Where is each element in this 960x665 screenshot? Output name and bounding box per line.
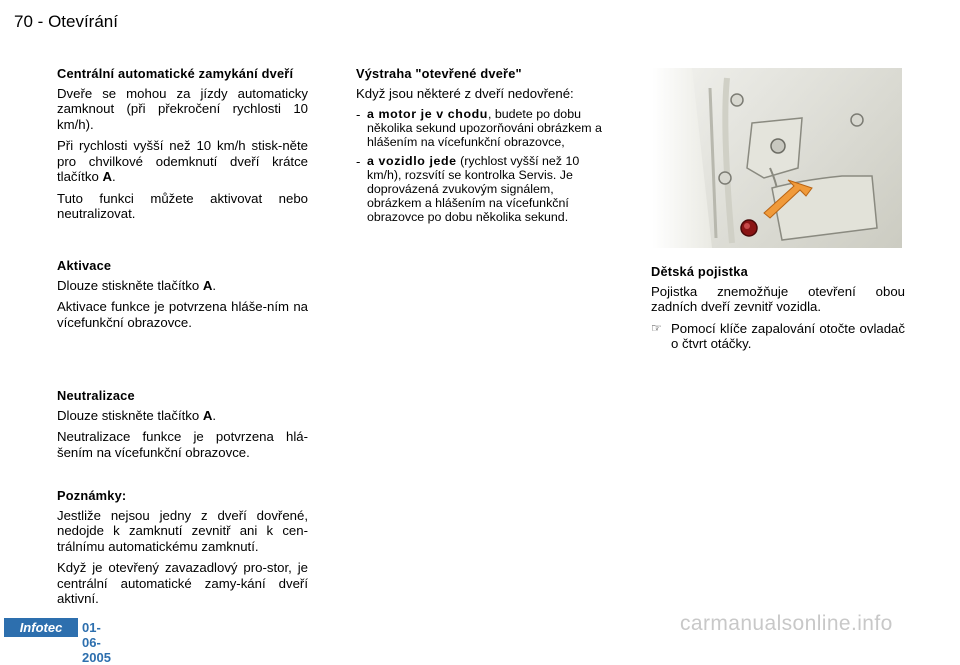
- print-date: 01-06-2005: [82, 620, 111, 665]
- door-warning-item: [356, 107, 606, 149]
- activation-title: Aktivace: [57, 258, 112, 273]
- notes-p1: Jestliže nejsou jedny z dveří dovřené, nedojde k zamknutí zevnitř ani k cen-trálnímu automatickému zamknutí.: [57, 507, 308, 554]
- button-a-ref: A: [102, 169, 112, 184]
- section-notes: [57, 488, 308, 613]
- activation-p1: Dlouze stiskněte tlačítko A.: [57, 277, 217, 293]
- door-warning-item: [356, 154, 606, 224]
- door-warning-intro: Když jsou některé z dveří nedovřené:: [356, 85, 574, 101]
- pointing-hand-icon: ☞: [651, 320, 662, 335]
- button-a-ref: A: [202, 277, 213, 293]
- watermark: carmanualsonline.info: [680, 612, 893, 635]
- item-condition: a vozidlo jede: [367, 154, 457, 168]
- child-lock-p2: Pomocí klíče zapalování otočte ovladač o čtvrt otáčky.: [671, 320, 905, 351]
- neutralization-p2: Neutralizace funkce je potvrzena hlá-šením na vícefunkční obrazovce.: [57, 429, 308, 460]
- dash-bullet: -: [356, 154, 361, 169]
- door-warning-title: Výstraha "otevřené dveře": [356, 66, 522, 81]
- child-lock-illustration: [652, 68, 902, 248]
- activation-p2: Aktivace funkce je potvrzena hláše-ním na vícefunkční obrazovce.: [57, 299, 308, 330]
- central-locking-p1: Dveře se mohou za jízdy automaticky zamknout (při překročení rychlosti 10 km/h).: [57, 85, 308, 132]
- item-text: (rychlost vyšší než 10 km/h), rozsvítí se kontrolka Servis. Je doprovázená zvukovým signálem, obrázkem a hlášením na vícefunkční obrazovce po dobu několika sekund.: [367, 154, 580, 224]
- section-activation: [57, 258, 308, 336]
- section-central-locking: [57, 66, 308, 228]
- child-lock-p1: Pojistka znemožňuje otevření obou zadních dveří zevnitř vozidla.: [651, 283, 905, 314]
- central-locking-p3: Tuto funkci můžete aktivovat nebo neutralizovat.: [57, 190, 308, 221]
- page-header: [14, 12, 118, 32]
- section-neutralization: [57, 388, 308, 466]
- page-number: 70: [14, 12, 33, 31]
- item-condition: a motor je v chodu: [367, 107, 488, 121]
- middle-column: [356, 66, 606, 229]
- dash-bullet: -: [356, 107, 361, 122]
- chapter-title: Otevírání: [48, 12, 118, 31]
- child-lock-instruction: [651, 321, 905, 352]
- central-locking-title: Centrální automatické zamykání dveří: [57, 66, 294, 81]
- door-edge-drawing: [652, 68, 902, 248]
- central-locking-p2: Při rychlosti vyšší než 10 km/h stisk-něte pro chvilkové odemknutí dveří krátce tlačítko A.: [57, 138, 308, 184]
- infotec-logo: Infotec: [4, 618, 78, 637]
- notes-title: Poznámky:: [57, 488, 127, 503]
- neutralization-p1: Dlouze stiskněte tlačítko A.: [57, 407, 217, 423]
- item-text: , budete po dobu několika sekund upozorňováni obrázkem a hlášením na vícefunkční obrazovce,: [367, 107, 602, 149]
- notes-p2: Když je otevřený zavazadlový pro-stor, je centrální automatické zamy-kání dveří aktivní.: [57, 560, 308, 606]
- right-column: [651, 264, 905, 358]
- button-a-ref: A: [202, 407, 213, 423]
- child-lock-title: Dětská pojistka: [651, 264, 748, 279]
- neutralization-title: Neutralizace: [57, 388, 135, 403]
- header-separator: -: [37, 12, 44, 31]
